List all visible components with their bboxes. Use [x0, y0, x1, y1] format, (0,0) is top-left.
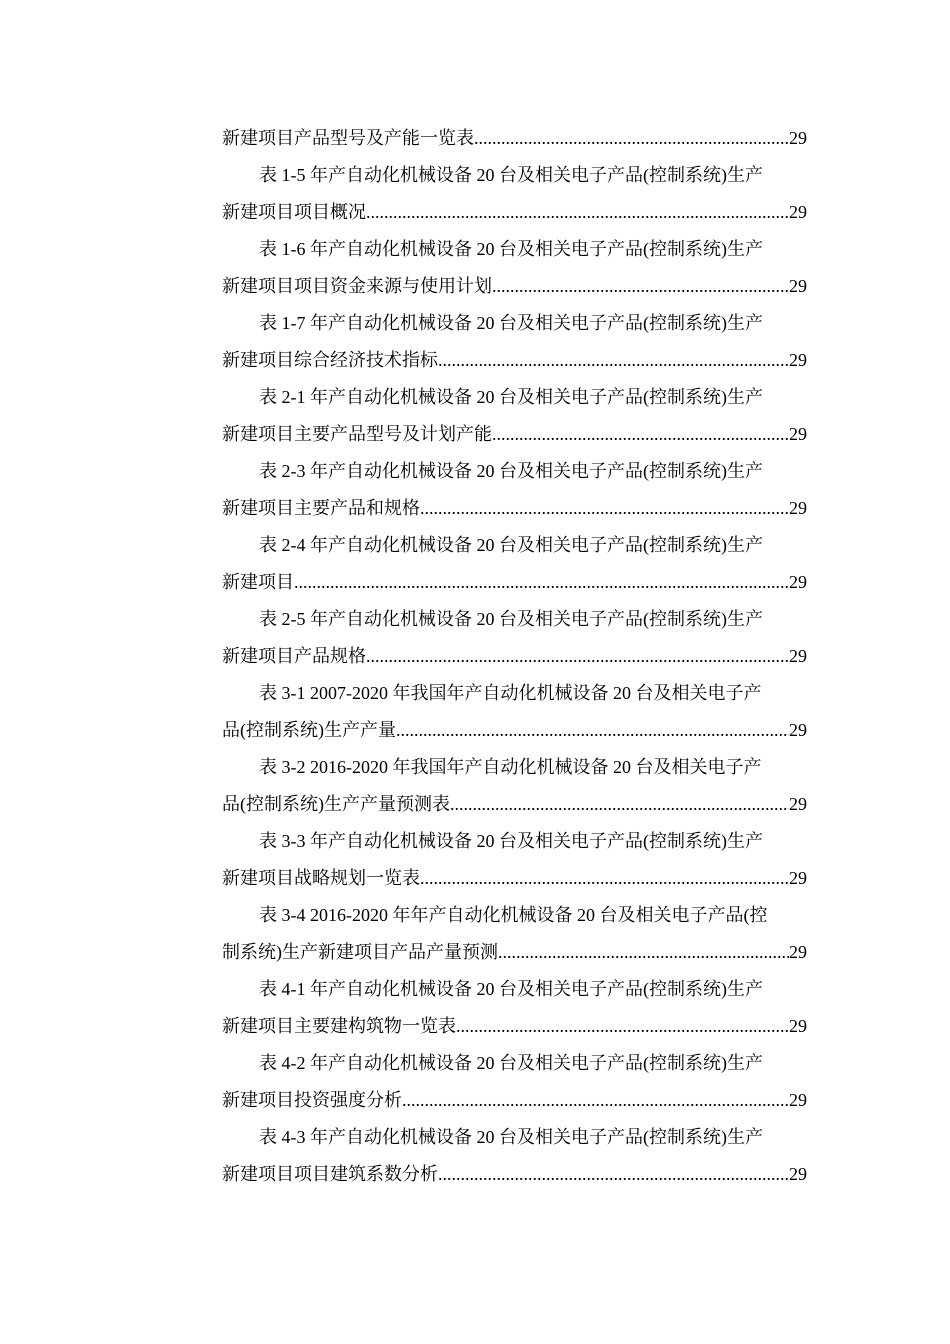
toc-entry[interactable]: [222, 120, 807, 157]
toc-entry-text: 新建项目产品规格: [222, 646, 366, 666]
toc-entry-text: 新建项目项目建筑系数分析: [222, 1164, 438, 1184]
toc-entry-text: 制系统)生产新建项目产品产量预测: [222, 942, 498, 962]
toc-entry-title-line: 表 1-5 年产自动化机械设备 20 台及相关电子产品(控制系统)生产: [259, 165, 763, 185]
toc-entry-continuation-line: [222, 638, 807, 675]
toc-entry-page-number: 29: [789, 720, 807, 740]
toc-entry-text: 新建项目主要建构筑物一览表: [222, 1016, 456, 1036]
toc-entry-page-number: 29: [789, 1164, 807, 1184]
table-of-figures-list: [222, 120, 807, 1193]
toc-entry-page-number: 29: [789, 424, 807, 444]
dot-leader: [420, 860, 789, 897]
toc-entry[interactable]: [222, 305, 807, 379]
toc-entry-page-number: 29: [789, 202, 807, 222]
toc-entry[interactable]: [222, 1045, 807, 1119]
toc-entry[interactable]: [222, 823, 807, 897]
toc-entry-continuation-line: [222, 490, 807, 527]
toc-entry-text: 新建项目投资强度分析: [222, 1090, 402, 1110]
toc-entry-title-line: 表 3-1 2007-2020 年我国年产自动化机械设备 20 台及相关电子产: [259, 683, 762, 703]
toc-entry[interactable]: [222, 749, 807, 823]
dot-leader: [498, 934, 789, 971]
dot-leader: [396, 712, 789, 749]
toc-entry-continuation-line: [222, 268, 807, 305]
toc-entry-text: 品(控制系统)生产产量: [222, 720, 396, 740]
toc-entry-text: 新建项目项目资金来源与使用计划: [222, 276, 492, 296]
dot-leader: [492, 268, 789, 305]
toc-entry-continuation-line: [222, 1082, 807, 1119]
toc-entry[interactable]: [222, 1119, 807, 1193]
toc-entry[interactable]: [222, 601, 807, 675]
toc-entry-title-line: 表 2-3 年产自动化机械设备 20 台及相关电子产品(控制系统)生产: [259, 461, 763, 481]
toc-entry-text: 品(控制系统)生产产量预测表: [222, 794, 450, 814]
toc-entry-page-number: 29: [789, 646, 807, 666]
toc-entry-text: 新建项目产品型号及产能一览表: [222, 128, 474, 148]
toc-entry-continuation-line: [222, 194, 807, 231]
dot-leader: [366, 638, 789, 675]
toc-entry-page-number: 29: [789, 942, 807, 962]
toc-entry-continuation-line: [222, 120, 807, 157]
toc-entry-page-number: 29: [789, 868, 807, 888]
toc-entry-continuation-line: [222, 416, 807, 453]
dot-leader: [492, 416, 789, 453]
toc-entry-title-line: 表 2-4 年产自动化机械设备 20 台及相关电子产品(控制系统)生产: [259, 535, 763, 555]
toc-entry-text: 新建项目: [222, 572, 294, 592]
toc-entry-title-line: 表 3-2 2016-2020 年我国年产自动化机械设备 20 台及相关电子产: [259, 757, 762, 777]
dot-leader: [294, 564, 789, 601]
toc-entry-title-line: 表 4-1 年产自动化机械设备 20 台及相关电子产品(控制系统)生产: [259, 979, 763, 999]
dot-leader: [438, 1156, 789, 1193]
toc-entry-continuation-line: [222, 712, 807, 749]
toc-entry[interactable]: [222, 675, 807, 749]
toc-entry-continuation-line: [222, 1156, 807, 1193]
toc-entry-continuation-line: [222, 934, 807, 971]
toc-entry-text: 新建项目综合经济技术指标: [222, 350, 438, 370]
toc-entry-title-line: 表 2-5 年产自动化机械设备 20 台及相关电子产品(控制系统)生产: [259, 609, 763, 629]
toc-entry-title-line: 表 4-3 年产自动化机械设备 20 台及相关电子产品(控制系统)生产: [259, 1127, 763, 1147]
dot-leader: [438, 342, 789, 379]
toc-entry-text: 新建项目项目概况: [222, 202, 366, 222]
toc-entry-title-line: 表 3-4 2016-2020 年年产自动化机械设备 20 台及相关电子产品(控: [259, 905, 768, 925]
toc-entry[interactable]: [222, 971, 807, 1045]
toc-entry-page-number: 29: [789, 1016, 807, 1036]
dot-leader: [474, 120, 789, 157]
toc-entry-text: 新建项目主要产品型号及计划产能: [222, 424, 492, 444]
toc-entry-page-number: 29: [789, 794, 807, 814]
dot-leader: [366, 194, 789, 231]
toc-entry[interactable]: [222, 231, 807, 305]
toc-entry-text: 新建项目战略规划一览表: [222, 868, 420, 888]
dot-leader: [456, 1008, 789, 1045]
toc-entry[interactable]: [222, 897, 807, 971]
dot-leader: [402, 1082, 789, 1119]
toc-entry-continuation-line: [222, 1008, 807, 1045]
toc-entry-title-line: 表 1-7 年产自动化机械设备 20 台及相关电子产品(控制系统)生产: [259, 313, 763, 333]
toc-entry[interactable]: [222, 379, 807, 453]
toc-entry-continuation-line: [222, 342, 807, 379]
toc-entry[interactable]: [222, 453, 807, 527]
toc-entry-title-line: 表 3-3 年产自动化机械设备 20 台及相关电子产品(控制系统)生产: [259, 831, 763, 851]
toc-entry-page-number: 29: [789, 128, 807, 148]
toc-entry-page-number: 29: [789, 276, 807, 296]
toc-entry-title-line: 表 1-6 年产自动化机械设备 20 台及相关电子产品(控制系统)生产: [259, 239, 763, 259]
toc-entry-page-number: 29: [789, 572, 807, 592]
toc-entry-page-number: 29: [789, 498, 807, 518]
toc-entry-title-line: 表 2-1 年产自动化机械设备 20 台及相关电子产品(控制系统)生产: [259, 387, 763, 407]
toc-entry-page-number: 29: [789, 350, 807, 370]
toc-entry-page-number: 29: [789, 1090, 807, 1110]
toc-entry-title-line: 表 4-2 年产自动化机械设备 20 台及相关电子产品(控制系统)生产: [259, 1053, 763, 1073]
toc-entry-continuation-line: [222, 564, 807, 601]
toc-entry-continuation-line: [222, 786, 807, 823]
dot-leader: [420, 490, 789, 527]
toc-entry-continuation-line: [222, 860, 807, 897]
toc-entry[interactable]: [222, 157, 807, 231]
toc-entry-text: 新建项目主要产品和规格: [222, 498, 420, 518]
dot-leader: [450, 786, 789, 823]
toc-entry[interactable]: [222, 527, 807, 601]
